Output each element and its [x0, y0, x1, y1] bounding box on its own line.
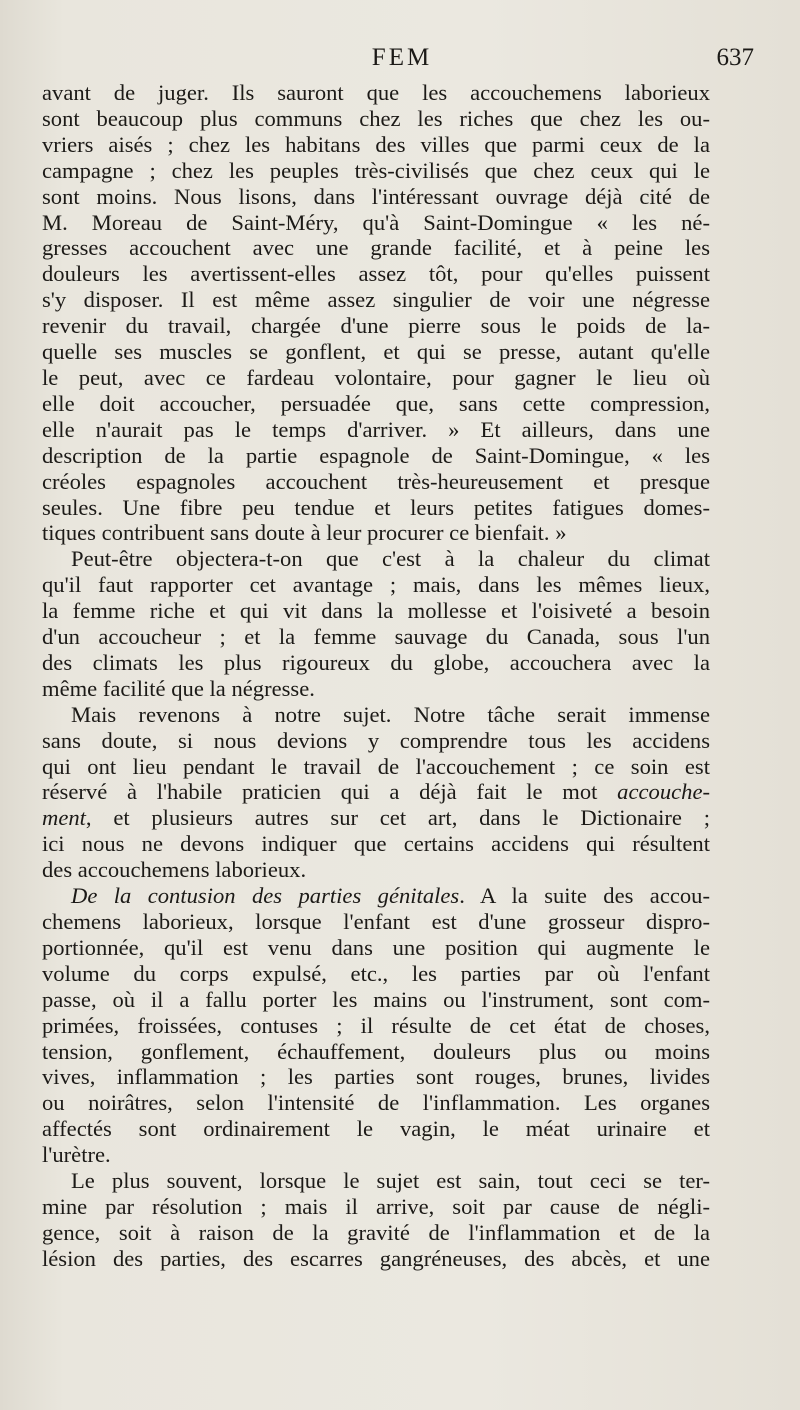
text-line [42, 391, 710, 417]
text-segment: volume du corps expulsé, etc., les parties par où l'enfant [42, 960, 710, 986]
text-segment: Mais revenons à notre sujet. Notre tâche serait immense [71, 701, 710, 727]
text-segment: elle n'aurait pas le temps d'arriver. » Et ailleurs, dans une [42, 416, 710, 442]
text-segment: qu'il faut rapporter cet avantage ; mais, dans les mêmes lieux, [42, 572, 710, 598]
text-segment: . A la suite des accou- [459, 883, 710, 909]
text-line [42, 235, 710, 261]
text-segment: sont moins. Nous lisons, dans l'intéressant ouvrage déjà cité de [42, 183, 710, 209]
text-line [42, 650, 710, 676]
text-line [42, 987, 710, 1013]
text-segment: portionnée, qu'il est venu dans une position qui augmente le [42, 934, 710, 960]
text-line [42, 572, 710, 598]
text-line [42, 417, 710, 443]
page-header [42, 44, 762, 80]
text-line [42, 1064, 710, 1090]
text-segment: Le plus souvent, lorsque le sujet est sain, tout ceci se ter- [71, 1168, 710, 1194]
text-line [42, 546, 710, 572]
text-line [42, 805, 710, 831]
text-segment: ou noirâtres, selon l'intensité de l'inflammation. Les organes [42, 1090, 710, 1116]
text-segment: quelle ses muscles se gonflent, et qui se presse, autant qu'elle [42, 339, 710, 365]
text-segment: le peut, avec ce fardeau volontaire, pour gagner le lieu où [42, 364, 710, 390]
text-line [42, 883, 710, 909]
text-line [42, 158, 710, 184]
text-line [42, 520, 710, 546]
text-line [42, 935, 710, 961]
text-line [42, 106, 710, 132]
text-segment: mine par résolution ; mais il arrive, soit par cause de négli- [42, 1193, 710, 1219]
text-line [42, 754, 710, 780]
text-segment: tension, gonflement, échauffement, douleurs plus ou moins [42, 1038, 710, 1064]
text-segment: douleurs les avertissent-elles assez tôt, pour qu'elles puissent [42, 261, 710, 287]
text-line [42, 728, 710, 754]
text-line [42, 676, 710, 702]
text-segment: ici nous ne devons indiquer que certains accidens qui résultent [42, 831, 710, 857]
text-line [42, 1116, 710, 1142]
text-segment: elle doit accoucher, persuadée que, sans cette compression, [42, 390, 710, 416]
text-segment: sans doute, si nous devions y comprendre tous les accidens [42, 727, 710, 753]
text-segment: réservé à l'habile praticien qui a déjà fait le mot [42, 779, 618, 805]
text-segment: passe, où il a fallu porter les mains ou l'instrument, sont com- [42, 986, 710, 1012]
text-line [42, 598, 710, 624]
text-line [42, 1194, 710, 1220]
text-segment: avant de juger. Ils sauront que les accouchemens laborieux [42, 80, 710, 105]
text-line [42, 1039, 710, 1065]
running-head: FEM [371, 44, 433, 71]
text-line [42, 313, 710, 339]
text-segment: tiques contribuent sans doute à leur procurer ce bienfait. » [42, 520, 567, 546]
text-line [42, 779, 710, 805]
text-line [42, 443, 710, 469]
text-line [42, 857, 710, 883]
text-segment: créoles espagnoles accouchent très-heureusement et presque [42, 468, 710, 494]
text-line [42, 702, 710, 728]
text-line [42, 261, 710, 287]
text-line [42, 909, 710, 935]
text-segment: qui ont lieu pendant le travail de l'accouchement ; ce soin est [42, 753, 710, 779]
text-segment: d'un accoucheur ; et la femme sauvage du Canada, sous l'un [42, 624, 710, 650]
text-line [42, 1142, 710, 1168]
text-segment: revenir du travail, chargée d'une pierre sous le poids de la- [42, 313, 710, 339]
text-line [42, 339, 710, 365]
text-segment: affectés sont ordinairement le vagin, le méat urinaire et [42, 1116, 710, 1142]
text-segment: description de la partie espagnole de Saint-Domingue, « les [42, 442, 710, 468]
text-line [42, 80, 710, 106]
text-segment: seules. Une fibre peu tendue et leurs petites fatigues domes- [42, 494, 710, 520]
text-line [42, 184, 710, 210]
text-segment: vriers aisés ; chez les habitans des villes que parmi ceux de la [42, 131, 710, 157]
text-segment: campagne ; chez les peuples très-civilisés que chez ceux qui le [42, 157, 710, 183]
text-segment: chemens laborieux, lorsque l'enfant est d'une grosseur dispro- [42, 909, 710, 934]
body-text [42, 80, 710, 1272]
text-segment: Peut-être objectera-t-on que c'est à la chaleur du climat [71, 546, 710, 572]
text-line [42, 210, 710, 236]
text-segment: la femme riche et qui vit dans la mollesse et l'oisiveté a besoin [42, 598, 710, 624]
italic-segment: De la contusion des parties génitales [71, 883, 460, 909]
text-line [42, 1168, 710, 1194]
text-segment: vives, inflammation ; les parties sont rouges, brunes, livides [42, 1064, 710, 1090]
text-segment: lésion des parties, des escarres gangréneuses, des abcès, et une [42, 1245, 710, 1271]
text-segment: s'y disposer. Il est même assez singulier de voir une négresse [42, 287, 710, 313]
text-line [42, 624, 710, 650]
text-segment: même facilité que la négresse. [42, 675, 315, 701]
text-line [42, 365, 710, 391]
italic-segment: accouche- [617, 779, 710, 805]
text-line [42, 961, 710, 987]
text-line [42, 132, 710, 158]
text-line [42, 287, 710, 313]
text-segment: sont beaucoup plus communs chez les riches que chez les ou- [42, 105, 710, 131]
text-segment: l'urètre. [42, 1142, 111, 1168]
text-segment: M. Moreau de Saint-Méry, qu'à Saint-Domingue « les né- [42, 209, 710, 235]
text-line [42, 1220, 710, 1246]
text-segment: primées, froissées, contuses ; il résulte de cet état de choses, [42, 1012, 710, 1038]
text-segment: des accouchemens laborieux. [42, 857, 307, 883]
text-segment: , et plusieurs autres sur cet art, dans le Dictionaire ; [85, 805, 710, 831]
text-segment: des climats les plus rigoureux du globe, accouchera avec la [42, 649, 710, 675]
text-line [42, 495, 710, 521]
text-line [42, 1246, 710, 1272]
italic-segment: ment [42, 805, 86, 831]
text-line [42, 1013, 710, 1039]
text-segment: gence, soit à raison de la gravité de l'inflammation et de la [42, 1219, 710, 1245]
page-number: 637 [716, 44, 754, 71]
text-line [42, 469, 710, 495]
text-line [42, 1090, 710, 1116]
text-line [42, 831, 710, 857]
text-segment: gresses accouchent avec une grande facilité, et à peine les [42, 235, 710, 261]
